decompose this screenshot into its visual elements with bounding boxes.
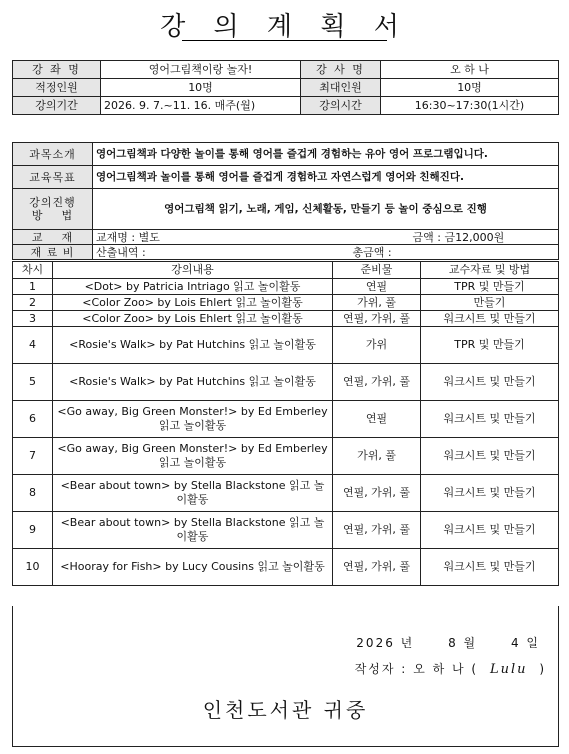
instructor-value: 오 하 나 — [381, 61, 559, 79]
session-method: TPR 및 만들기 — [421, 279, 559, 295]
table-row — [13, 279, 559, 295]
session-number: 9 — [13, 512, 53, 549]
goal-label: 교육목표 — [13, 166, 93, 189]
session-number: 7 — [13, 438, 53, 475]
header-session: 차시 — [13, 262, 53, 279]
method-value: 영어그림책 읽기, 노래, 게임, 신체활동, 만들기 등 놀이 중심으로 진행 — [93, 189, 559, 230]
session-prep: 연필, 가위, 풀 — [333, 311, 421, 327]
session-prep: 가위, 풀 — [333, 295, 421, 311]
session-content: <Go away, Big Green Monster!> by Ed Emberley 읽고 놀이활동 — [53, 401, 333, 438]
table-row — [13, 311, 559, 327]
table-row — [13, 438, 559, 475]
author-line — [355, 660, 546, 677]
session-method: 만들기 — [421, 295, 559, 311]
session-number: 1 — [13, 279, 53, 295]
period-label: 강의기간 — [13, 97, 101, 115]
intro-label: 과목소개 — [13, 143, 93, 166]
session-content: <Dot> by Patricia Intriago 읽고 놀이활동 — [53, 279, 333, 295]
session-content: <Bear about town> by Stella Blackstone 읽고 놀이활동 — [53, 475, 333, 512]
goal-value: 영어그림책과 놀이를 통해 영어를 즐겁게 경험하고 자연스럽게 영어와 친해진다. — [93, 166, 559, 189]
session-method: 워크시트 및 만들기 — [421, 311, 559, 327]
session-number: 10 — [13, 549, 53, 586]
header-prep: 준비물 — [333, 262, 421, 279]
session-content: <Hooray for Fish> by Lucy Cousins 읽고 놀이활동 — [53, 549, 333, 586]
time-label: 강의시간 — [301, 97, 381, 115]
session-method: 워크시트 및 만들기 — [421, 364, 559, 401]
session-prep: 연필, 가위, 풀 — [333, 364, 421, 401]
session-prep: 연필 — [333, 279, 421, 295]
session-content: <Go away, Big Green Monster!> by Ed Emberley 읽고 놀이활동 — [53, 438, 333, 475]
session-method: 워크시트 및 만들기 — [421, 475, 559, 512]
session-content: <Bear about town> by Stella Blackstone 읽고 놀이활동 — [53, 512, 333, 549]
textbook-label: 교 재 — [13, 230, 93, 245]
session-method: 워크시트 및 만들기 — [421, 401, 559, 438]
min-capacity-value: 10명 — [101, 79, 301, 97]
signature-close-paren: ) — [539, 662, 546, 676]
textbook-name: 교재명 : 별도 — [93, 230, 333, 245]
method-label — [13, 189, 93, 230]
session-content: <Color Zoo> by Lois Ehlert 읽고 놀이활동 — [53, 311, 333, 327]
header-content: 강의내용 — [53, 262, 333, 279]
max-capacity-label: 최대인원 — [301, 79, 381, 97]
session-content: <Rosie's Walk> by Pat Hutchins 읽고 놀이활동 — [53, 364, 333, 401]
table-row — [13, 295, 559, 311]
session-method: 워크시트 및 만들기 — [421, 512, 559, 549]
material-total: 총금액 : — [333, 245, 559, 260]
signature-block — [12, 606, 559, 747]
session-method: 워크시트 및 만들기 — [421, 438, 559, 475]
session-number: 5 — [13, 364, 53, 401]
author-signature: Lulu — [489, 662, 528, 677]
document-title: 강 의 계 획 서 — [160, 12, 409, 42]
session-prep: 연필, 가위, 풀 — [333, 475, 421, 512]
course-name-value: 영어그림책이랑 놀자! — [101, 61, 301, 79]
signature-open-paren: ( — [471, 662, 479, 676]
max-capacity-value: 10명 — [381, 79, 559, 97]
session-plan-table — [12, 261, 559, 586]
table-row — [13, 475, 559, 512]
date-day: 4 일 — [510, 636, 540, 650]
instructor-label: 강 사 명 — [301, 61, 381, 79]
table-row — [13, 549, 559, 586]
author-name: 오 하 나 — [413, 662, 466, 676]
session-number: 4 — [13, 327, 53, 364]
min-capacity-label: 적정인원 — [13, 79, 101, 97]
session-number: 8 — [13, 475, 53, 512]
header-method: 교수자료 및 방법 — [421, 262, 559, 279]
recipient: 인천도서관 귀중 — [202, 698, 369, 722]
session-method: 워크시트 및 만들기 — [421, 549, 559, 586]
textbook-price: 금액 : 금12,000원 — [333, 230, 559, 245]
date-line — [346, 634, 540, 651]
session-prep: 연필 — [333, 401, 421, 438]
session-prep: 연필, 가위, 풀 — [333, 512, 421, 549]
date-year: 2026 년 — [356, 636, 415, 650]
session-prep: 가위 — [333, 327, 421, 364]
session-method: TPR 및 만들기 — [421, 327, 559, 364]
table-row — [13, 364, 559, 401]
session-content: <Rosie's Walk> by Pat Hutchins 읽고 놀이활동 — [53, 327, 333, 364]
session-prep: 연필, 가위, 풀 — [333, 549, 421, 586]
table-row — [13, 401, 559, 438]
session-content: <Color Zoo> by Lois Ehlert 읽고 놀이활동 — [53, 295, 333, 311]
material-label: 재 료 비 — [13, 245, 93, 260]
method-label-line1: 강의진행 — [29, 196, 76, 209]
table-row — [13, 512, 559, 549]
author-label: 작성자 : — [354, 662, 408, 676]
course-name-label: 강 좌 명 — [13, 61, 101, 79]
date-month: 8 월 — [448, 636, 478, 650]
session-number: 3 — [13, 311, 53, 327]
material-items: 산출내역 : — [93, 245, 333, 260]
time-value: 16:30~17:30(1시간) — [381, 97, 559, 115]
title-underline — [182, 40, 387, 41]
course-detail-table — [12, 142, 559, 260]
period-value: 2026. 9. 7.~11. 16. 매주(월) — [101, 97, 301, 115]
session-number: 6 — [13, 401, 53, 438]
session-prep: 가위, 풀 — [333, 438, 421, 475]
intro-value: 영어그림책과 다양한 놀이를 통해 영어를 즐겁게 경험하는 유아 영어 프로그램입니다. — [93, 143, 559, 166]
course-info-table — [12, 60, 559, 115]
method-label-line2: 방 법 — [31, 209, 74, 222]
table-row — [13, 327, 559, 364]
session-number: 2 — [13, 295, 53, 311]
